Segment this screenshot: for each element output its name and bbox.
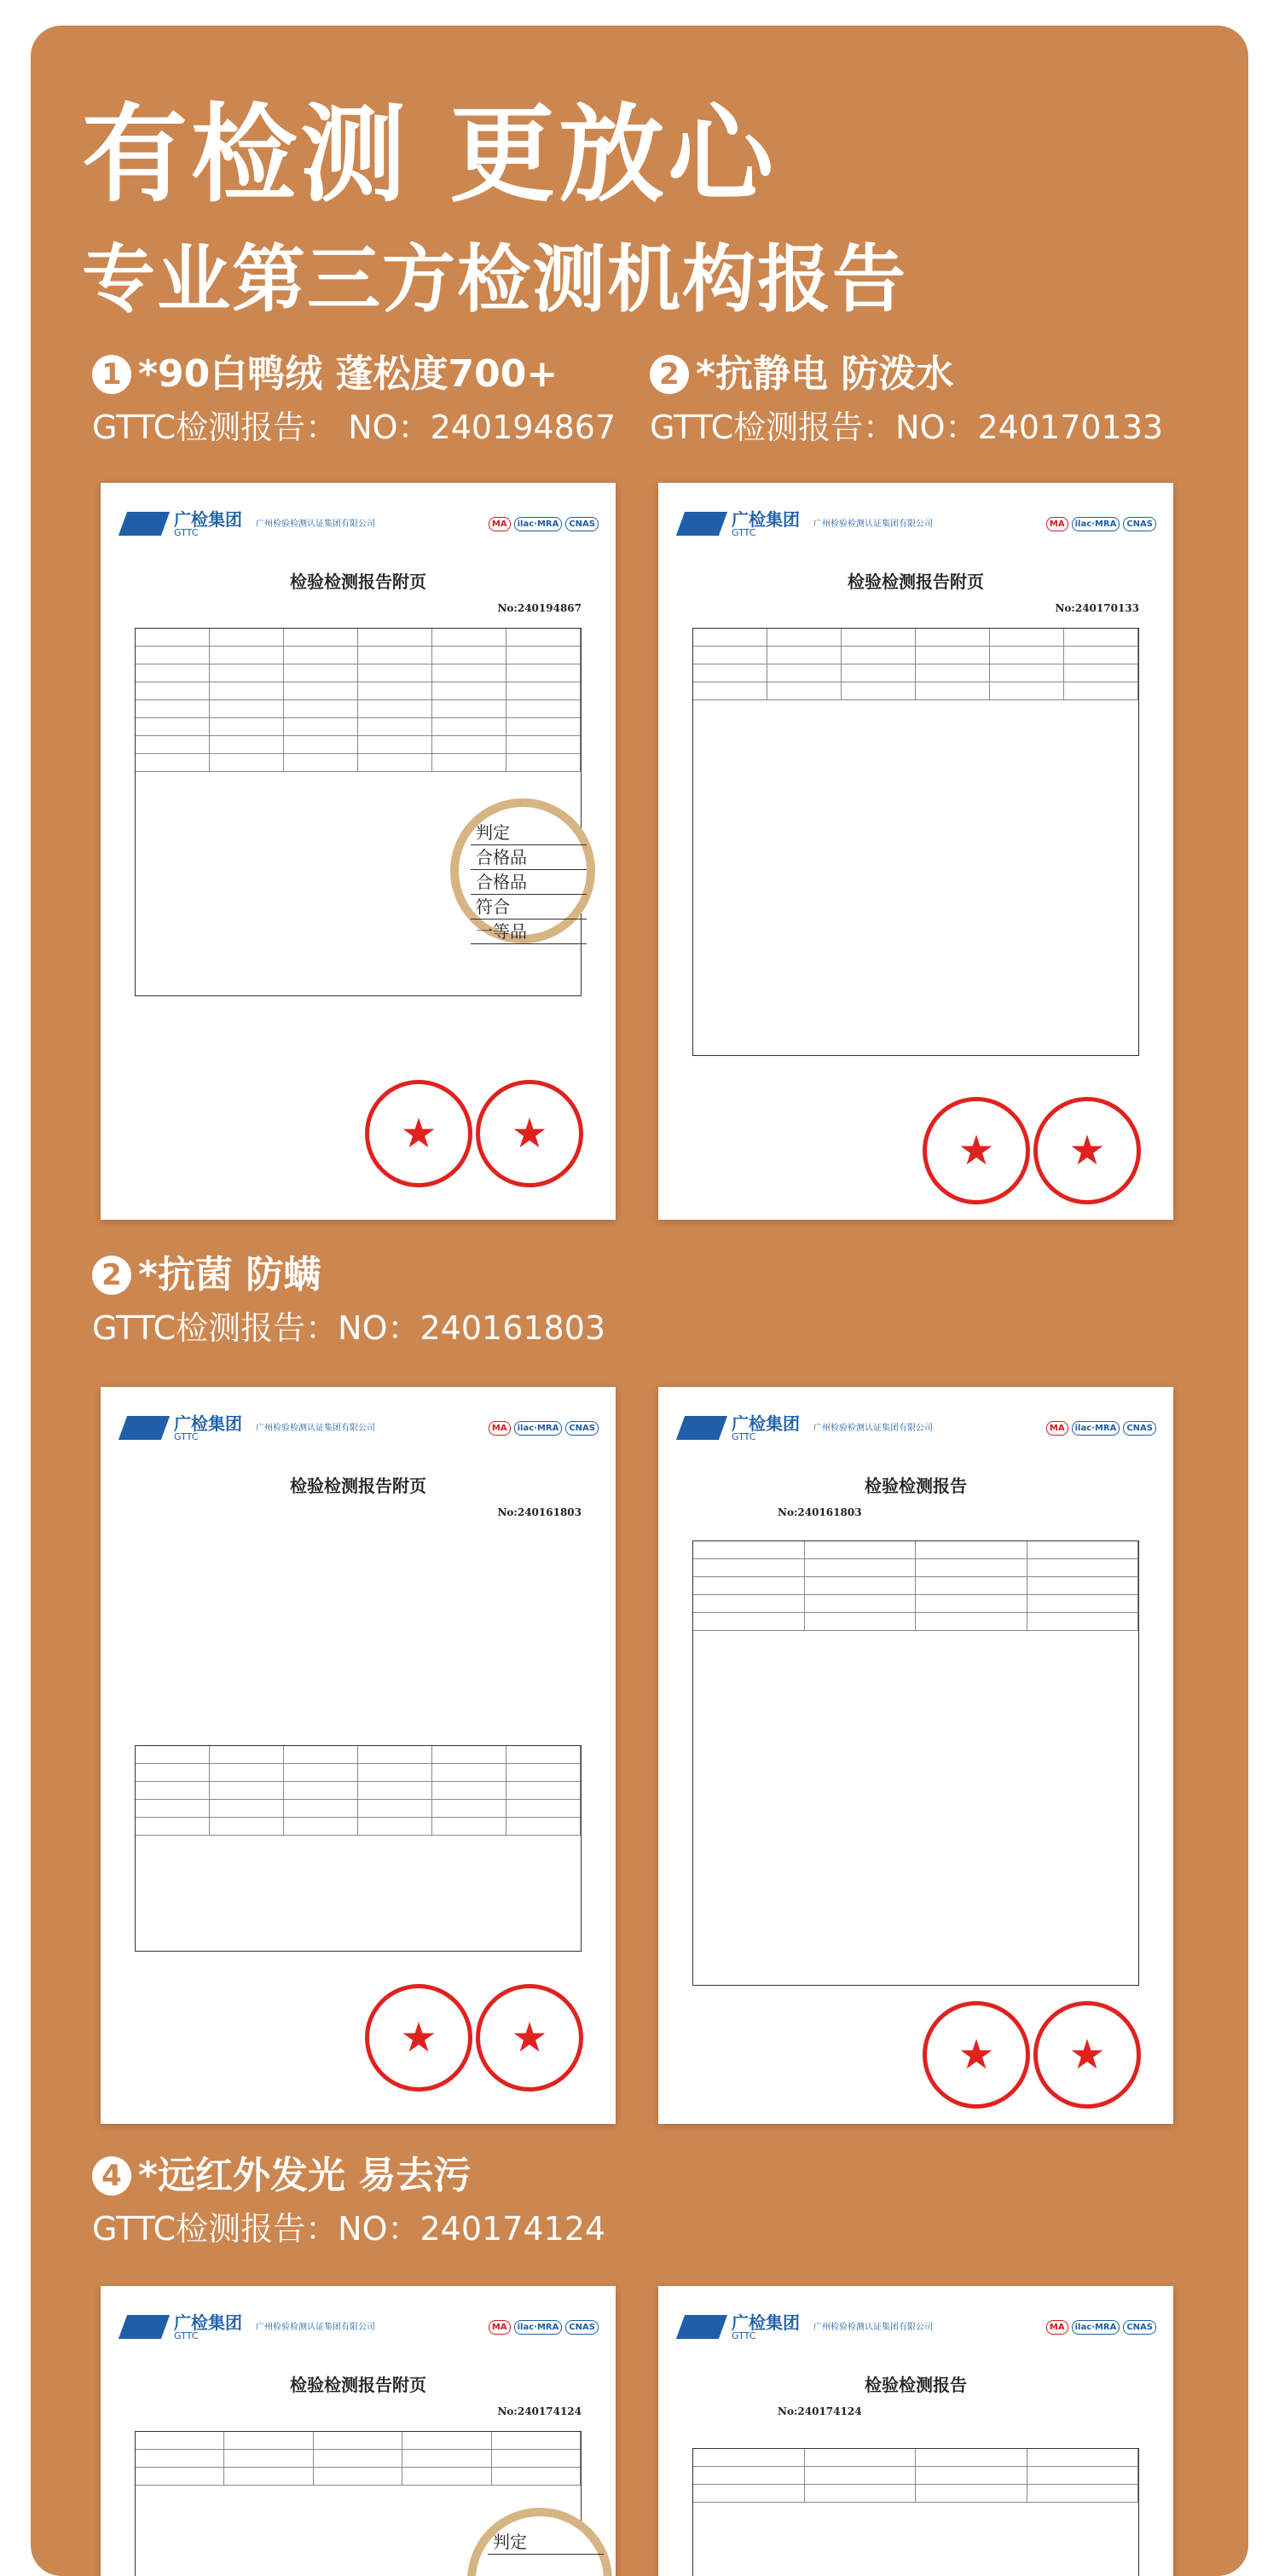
official-seal-1: ★: [365, 1984, 472, 2092]
report-table: [692, 628, 1139, 1056]
ilac-cert-badge: ilac·MRA: [514, 2320, 563, 2335]
ma-cert-badge: MA: [489, 2320, 511, 2335]
ma-cert-badge: MA: [1046, 2320, 1068, 2335]
gttc-logo-icon: [119, 1416, 170, 1440]
ilac-cert-badge: ilac·MRA: [1072, 1421, 1120, 1436]
report-no: No:240194867: [497, 602, 582, 614]
zoom-magnifier: [450, 798, 595, 943]
report-table: [135, 1745, 582, 1952]
cnas-cert-badge: CNAS: [565, 1421, 599, 1436]
report-title: 检验检测报告附页: [290, 571, 426, 592]
section-2: [650, 352, 1164, 446]
section-number: 1: [92, 355, 131, 394]
brand-name: 广检集团: [174, 508, 242, 530]
report-document-5: [101, 2286, 616, 2576]
report-table: [692, 2448, 1139, 2576]
section-title: *远红外发光 易去污: [138, 2154, 472, 2197]
cnas-cert-badge: CNAS: [1123, 517, 1156, 531]
brand-en: GTTC: [732, 1430, 756, 1442]
report-number: GTTC检测报告：NO：240161803: [92, 1309, 606, 1347]
institute-name: 广州检验检测认证集团有限公司: [813, 519, 933, 529]
zoom-result-1: 合格品: [471, 845, 587, 870]
report-header: [680, 2308, 1156, 2346]
report-header: [123, 2308, 599, 2346]
brand-name: 广检集团: [732, 1413, 800, 1434]
gttc-logo-icon: [676, 1416, 727, 1440]
zoom-result-2: 合格品: [471, 870, 587, 895]
report-number: GTTC检测报告：NO：240174124: [92, 2210, 606, 2248]
section-title: *90白鸭绒 蓬松度700+: [138, 352, 558, 396]
brand-en: GTTC: [174, 2329, 199, 2341]
section-title: *抗静电 防泼水: [696, 352, 954, 396]
cnas-cert-badge: CNAS: [1123, 2320, 1156, 2335]
ma-cert-badge: MA: [1046, 517, 1068, 531]
report-title: 检验检测报告附页: [290, 2375, 426, 2395]
report-title: 检验检测报告附页: [290, 1476, 426, 1496]
section-title: *抗菌 防螨: [138, 1253, 321, 1297]
report-header: [123, 1409, 599, 1447]
report-header: [123, 505, 599, 542]
official-seal-1: ★: [923, 1097, 1030, 1204]
gttc-logo-icon: [119, 2315, 170, 2339]
report-number: GTTC检测报告：NO：240170133: [650, 409, 1164, 446]
official-seal-2: ★: [476, 1080, 583, 1187]
ilac-cert-badge: ilac·MRA: [1072, 517, 1120, 531]
official-seal-2: ★: [1033, 1097, 1141, 1204]
content-panel: [31, 26, 1248, 2576]
ilac-cert-badge: ilac·MRA: [1072, 2320, 1120, 2335]
report-title: 检验检测报告: [865, 2375, 967, 2395]
report-header: [680, 505, 1156, 542]
institute-name: 广州检验检测认证集团有限公司: [256, 519, 375, 529]
institute-name: 广州检验检测认证集团有限公司: [813, 2322, 933, 2332]
official-seal-1: ★: [365, 1080, 472, 1187]
section-number: 2: [92, 1256, 131, 1295]
ilac-cert-badge: ilac·MRA: [514, 1421, 563, 1436]
section-4: [92, 2154, 606, 2248]
report-header: [680, 1409, 1156, 1447]
official-seal-1: ★: [923, 2001, 1030, 2109]
report-document-1: [101, 483, 616, 1220]
institute-name: 广州检验检测认证集团有限公司: [256, 2322, 375, 2332]
report-title: 检验检测报告: [865, 1476, 967, 1496]
report-no: No:240170133: [1055, 602, 1139, 614]
ilac-cert-badge: ilac·MRA: [514, 517, 563, 531]
report-title: 检验检测报告附页: [848, 571, 984, 592]
gttc-logo-icon: [676, 2315, 727, 2339]
brand-en: GTTC: [174, 526, 199, 538]
ma-cert-badge: MA: [1046, 1421, 1068, 1436]
page-subtitle: 专业第三方检测机构报告: [82, 237, 907, 322]
brand-name: 广检集团: [174, 2312, 242, 2333]
report-document-3: [101, 1387, 616, 2124]
report-no: No:240174124: [778, 2405, 862, 2417]
zoom-header: 判定: [471, 821, 587, 845]
brand-name: 广检集团: [732, 508, 800, 530]
ma-cert-badge: MA: [489, 1421, 511, 1436]
brand-name: 广检集团: [732, 2312, 800, 2333]
institute-name: 广州检验检测认证集团有限公司: [256, 1423, 375, 1433]
gttc-logo-icon: [676, 512, 727, 536]
page-title: 有检测 更放心: [82, 94, 778, 217]
report-document-2: [658, 483, 1173, 1220]
section-number: 2: [650, 355, 689, 394]
brand-en: GTTC: [732, 2329, 756, 2341]
report-no: No:240174124: [497, 2405, 582, 2417]
cnas-cert-badge: CNAS: [1123, 1421, 1156, 1436]
zoom-result-3: 符合: [471, 895, 587, 920]
brand-en: GTTC: [174, 1430, 199, 1442]
report-table: [692, 1540, 1139, 1986]
official-seal-2: ★: [1033, 2001, 1141, 2109]
cnas-cert-badge: CNAS: [565, 2320, 599, 2335]
section-3: [92, 1253, 606, 1347]
institute-name: 广州检验检测认证集团有限公司: [813, 1423, 933, 1433]
brand-en: GTTC: [732, 526, 756, 538]
zoom-result-4: 一等品: [471, 920, 587, 944]
report-no: No:240161803: [497, 1506, 582, 1518]
brand-name: 广检集团: [174, 1413, 242, 1434]
ma-cert-badge: MA: [489, 517, 511, 531]
section-number: 4: [92, 2156, 131, 2196]
report-document-4: [658, 1387, 1173, 2124]
report-number: GTTC检测报告： NO：240194867: [92, 409, 616, 446]
cnas-cert-badge: CNAS: [565, 517, 599, 531]
report-no: No:240161803: [778, 1506, 862, 1518]
official-seal-2: ★: [476, 1984, 583, 2092]
section-1: [92, 352, 616, 446]
report-document-6: [658, 2286, 1173, 2576]
zoom-header: 判定: [488, 2530, 604, 2555]
gttc-logo-icon: [119, 512, 170, 536]
